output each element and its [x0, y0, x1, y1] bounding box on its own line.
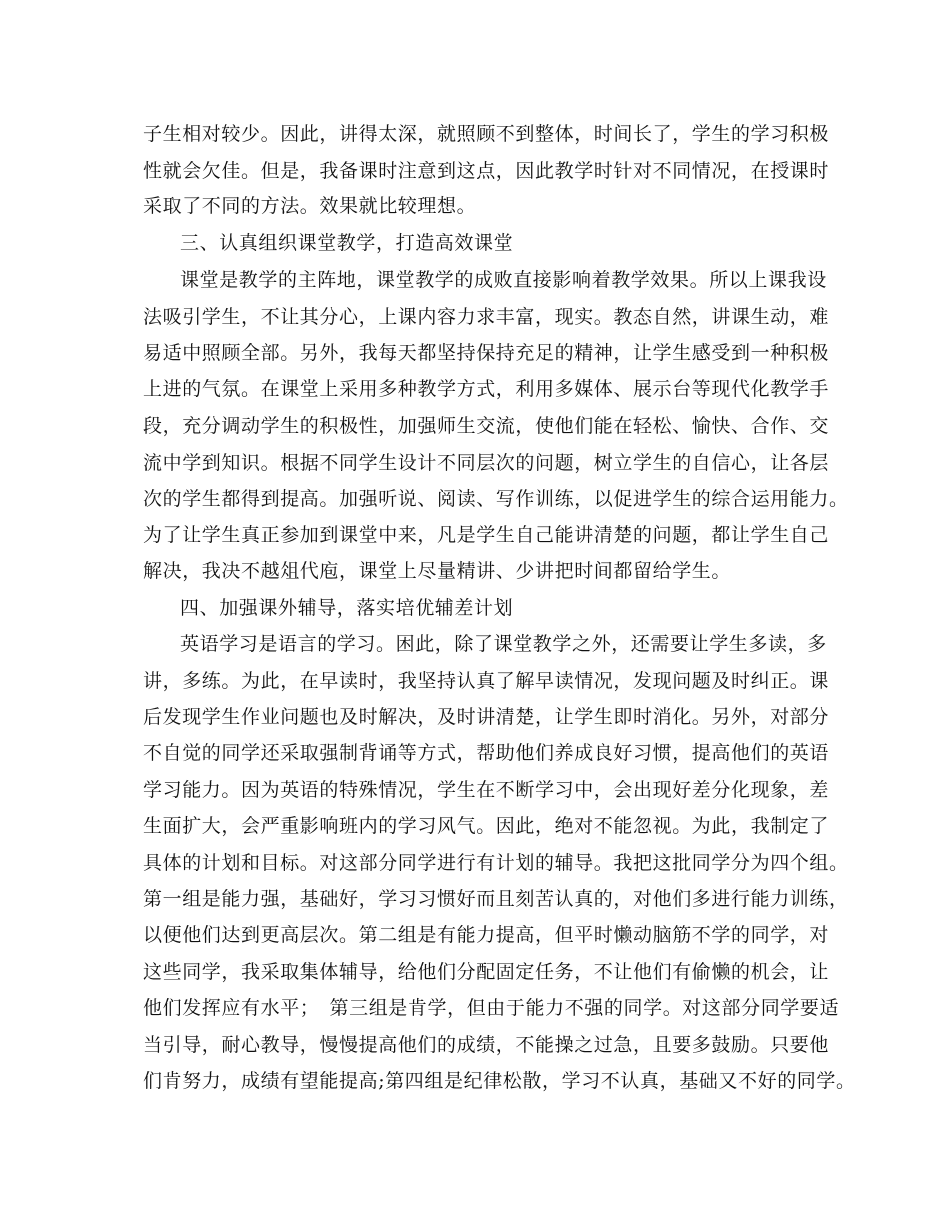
text-line: 他们发挥应有水平； 第三组是肯学，但由于能力不强的同学。对这部分同学要适 [143, 997, 840, 1019]
section-heading: 三、认真组织课堂教学，打造高效课堂 [180, 232, 514, 254]
text-line: 性就会欠佳。但是，我备课时注意到这点，因此教学时针对不同情况，在授课时 [143, 160, 830, 182]
text-line: 生面扩大，会严重影响班内的学习风气。因此，绝对不能忽视。为此，我制定了 [143, 815, 830, 837]
text-line: 子生相对较少。因此，讲得太深，就照顾不到整体，时间长了，学生的学习积极 [143, 123, 830, 145]
text-line: 第一组是能力强，基础好，学习习惯好而且刻苦认真的，对他们多进行能力训练， [143, 888, 849, 910]
text-line: 为了让学生真正参加到课堂中来，凡是学生自己能讲清楚的问题，都让学生自己 [143, 524, 830, 546]
text-line: 这些同学，我采取集体辅导，给他们分配固定任务，不让他们有偷懒的机会，让 [143, 961, 830, 983]
text-line: 们肯努力，成绩有望能提高;第四组是纪律松散，学习不认真，基础又不好的同学。 [143, 1070, 856, 1092]
text-line: 采取了不同的方法。效果就比较理想。 [143, 195, 477, 217]
text-line: 上进的气氛。在课堂上采用多种教学方式，利用多媒体、展示台等现代化教学手 [143, 378, 830, 400]
text-line: 英语学习是语言的学习。困此，除了课堂教学之外，还需要让学生多读，多 [180, 633, 827, 655]
text-line: 易适中照顾全部。另外，我每天都坚持保持充足的精神，让学生感受到一种积极 [143, 342, 830, 364]
text-line: 学习能力。因为英语的特殊情况，学生在不断学习中，会出现好差分化现象，差 [143, 779, 830, 801]
text-line: 讲，多练。为此，在早读时，我坚持认真了解早读情况，发现问题及时纠正。课 [143, 670, 830, 692]
text-line: 当引导，耐心教导，慢慢提高他们的成绩，不能操之过急，且要多鼓励。只要他 [143, 1034, 830, 1056]
text-line: 以便他们达到更高层次。第二组是有能力提高，但平时懒动脑筋不学的同学，对 [143, 924, 830, 946]
text-line: 不自觉的同学还采取强制背诵等方式，帮助他们养成良好习惯，提高他们的英语 [143, 742, 830, 764]
text-line: 后发现学生作业问题也及时解决，及时讲清楚，让学生即时消化。另外，对部分 [143, 706, 830, 728]
text-line: 具体的计划和目标。对这部分同学进行有计划的辅导。我把这批同学分为四个组。 [143, 852, 849, 874]
text-line: 段，充分调动学生的积极性，加强师生交流，使他们能在轻松、愉快、合作、交 [143, 415, 830, 437]
section-heading: 四、加强课外辅导，落实培优辅差计划 [180, 597, 514, 619]
text-line: 课堂是教学的主阵地，课堂教学的成败直接影响着教学效果。所以上课我设 [180, 269, 827, 291]
text-line: 法吸引学生，不让其分心，上课内容力求丰富，现实。教态自然，讲课生动，难 [143, 306, 830, 328]
text-line: 流中学到知识。根据不同学生设计不同层次的问题，树立学生的自信心，让各层 [143, 452, 830, 474]
text-line: 解决，我决不越俎代庖，课堂上尽量精讲、少讲把时间都留给学生。 [143, 560, 732, 582]
text-line: 次的学生都得到提高。加强听说、阅读、写作训练，以促进学生的综合运用能力。 [143, 488, 849, 510]
